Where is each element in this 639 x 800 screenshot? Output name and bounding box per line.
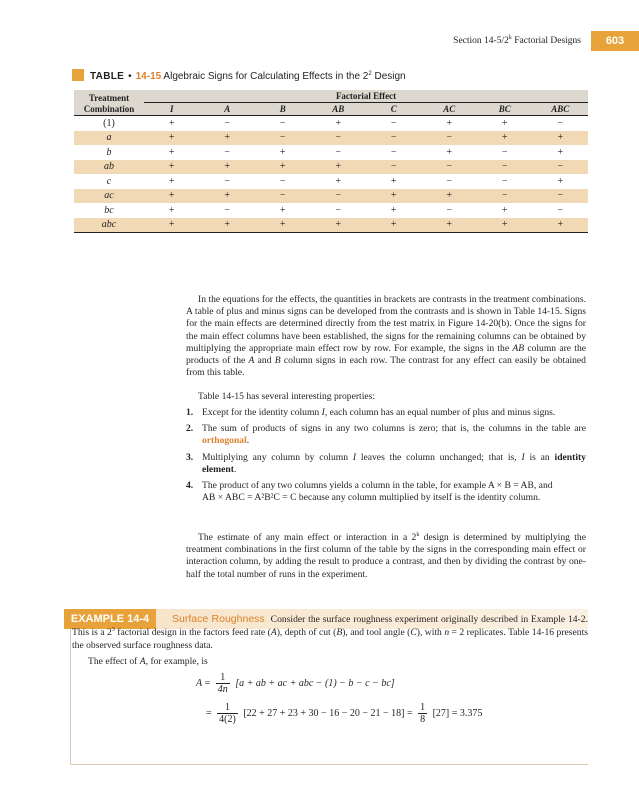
signs-table [74, 90, 588, 233]
sign-cell: − [224, 117, 231, 129]
column-header: AC [422, 103, 478, 116]
table-row [74, 218, 588, 233]
sign-cell: + [311, 160, 367, 175]
column-header: BC [477, 103, 533, 116]
table-row [74, 203, 588, 218]
treatment-combination-cell: abc [74, 218, 144, 233]
sign-cell: + [311, 218, 367, 233]
sign-cell: + [366, 218, 422, 233]
sign-cell: − [366, 160, 422, 175]
column-header: I [144, 103, 200, 116]
sign-cell: − [224, 146, 231, 158]
table-row [74, 174, 588, 189]
sign-cell: + [335, 117, 342, 129]
sign-cell: − [335, 146, 342, 158]
sign-cell: − [224, 175, 231, 187]
sign-cell: − [224, 204, 231, 216]
sign-cell: + [533, 131, 589, 146]
sign-cell: − [446, 204, 453, 216]
sign-cell: + [279, 146, 286, 158]
property-item: 3. Multiplying any column by column I leaves the column unchanged; that is, I is an identity element. [186, 451, 586, 475]
sign-cell: + [557, 175, 564, 187]
treatment-combination-cell: bc [104, 204, 114, 216]
sign-cell: + [477, 131, 533, 146]
orthogonal-keyword: orthogonal [202, 435, 247, 447]
treatment-combination-cell: a [74, 131, 144, 146]
sign-cell: + [168, 175, 175, 187]
equation-line-1: A = $\frac{1}{4n}$ [a + ab + ac + abc − (1) − b − c − bc] [196, 672, 395, 695]
sign-cell: − [390, 117, 397, 129]
sign-cell: − [477, 160, 533, 175]
sign-cell: − [533, 160, 589, 175]
sign-cell: − [311, 189, 367, 204]
sign-cell: + [279, 204, 286, 216]
comb-header-line2: Combination [74, 103, 144, 116]
treatment-combination-cell: ab [74, 160, 144, 175]
section-title: Section 14-5/2$^k$ Factorial Designs [453, 35, 581, 46]
equation-line-2: = $\frac{1}{4(2)}$ [22 + 27 + 23 + 30 − 16 − 20 − 21 − 18] = $\frac{1}{8}$ [27] = 3.375 [206, 702, 483, 725]
example-rule-bottom [70, 764, 588, 765]
sign-cell: + [255, 218, 311, 233]
sign-cell: − [422, 160, 478, 175]
table-row [74, 131, 588, 146]
sign-cell: − [477, 189, 533, 204]
properties-list [186, 407, 586, 508]
treatment-combination-cell: ac [74, 189, 144, 204]
table-caption: TABLE • 14-15 Algebraic Signs for Calculating Effects in the $2^2$ Design [72, 69, 406, 83]
sign-cell: + [501, 117, 508, 129]
sign-cell: + [200, 131, 256, 146]
column-header: C [366, 103, 422, 116]
sign-cell: − [279, 175, 286, 187]
table-marker-icon [72, 69, 84, 81]
sign-cell: + [144, 218, 200, 233]
table-row [74, 160, 588, 175]
sign-cell: + [390, 204, 397, 216]
sign-cell: − [335, 204, 342, 216]
sign-cell: + [335, 175, 342, 187]
example-tag: EXAMPLE 14-4 [64, 609, 156, 629]
sign-cell: + [200, 160, 256, 175]
sign-cell: + [446, 117, 453, 129]
property-item: 1. Except for the identity column I, each column has an equal number of plus and minus signs. [186, 407, 556, 418]
sign-cell: + [144, 160, 200, 175]
property-item: 4. The product of any two columns yields a column in the table, for example A × B = AB, and AB × ABC = A²B²C = C because any column multiplied by itself is the identity column. [186, 480, 553, 504]
sign-cell: + [390, 175, 397, 187]
column-header: ABC [533, 103, 589, 116]
sign-cell: − [501, 146, 508, 158]
sign-cell: − [390, 146, 397, 158]
sign-cell: + [366, 189, 422, 204]
factorial-effect-header: Factorial Effect [144, 90, 588, 103]
paragraph-contrasts: In the equations for the effects, the quantities in brackets are contrasts in the treatment combinations. A table of plus and minus signs can be developed from the contrasts and is shown in Table 14-15. Signs for the main effects are determined directly from the test matrix in Figure 14-20(b). Once the signs for the main effect columns have been established, the signs for the remaining columns can be obtained by multiplying the appropriate main effect row by row. For example, the signs in the AB column are the products of the A and B column signs in each row. The contrast for any effect can easily be obtained from this table. [186, 294, 587, 379]
treatment-combination-cell: (1) [103, 117, 115, 129]
table-row [74, 116, 588, 131]
sign-cell: − [255, 189, 311, 204]
sign-cell: − [501, 175, 508, 187]
sign-cell: + [200, 189, 256, 204]
table-title-text: Algebraic Signs for Calculating Effects in the 2 [163, 71, 369, 82]
property-item: 2. The sum of products of signs in any two columns is zero; that is, the columns in the table are orthogonal. [186, 423, 586, 447]
sign-cell: + [200, 218, 256, 233]
sign-cell: + [422, 189, 478, 204]
sign-cell: + [533, 218, 589, 233]
sign-cell: + [477, 218, 533, 233]
sign-cell: − [446, 175, 453, 187]
sign-cell: + [422, 218, 478, 233]
page-number: 603 [591, 31, 639, 51]
sign-cell: − [366, 131, 422, 146]
column-header: B [255, 103, 311, 116]
sign-cell: − [311, 131, 367, 146]
properties-intro: Table 14-15 has several interesting properties: [198, 391, 376, 402]
table-row [74, 189, 588, 204]
sign-cell: + [144, 189, 200, 204]
column-header: A [200, 103, 256, 116]
column-header: AB [311, 103, 367, 116]
sign-cell: + [144, 131, 200, 146]
paragraph-estimate: The estimate of any main effect or interaction in a 2$^k$ design is determined by multiplying the treatment combinations in the first column of the table by the signs in the corresponding main effect or interaction column, by adding the result to produce a contrast, and then by dividing the contrast by one-half the total number of runs in the experiment. [186, 532, 586, 580]
table-row [74, 145, 588, 160]
sign-cell: + [255, 160, 311, 175]
sign-cell: − [557, 204, 564, 216]
running-header [0, 33, 639, 49]
example-body: Surface Roughness Consider the surface roughness experiment originally described in Example 14-2. This is a $2^3$ factorial design in the factors feed rate (A), depth of cut (B), and tool angle (C), with n = 2 replicates. Table 14-16 presents the observed surface roughness data. [72, 613, 588, 651]
example-rule-left [70, 609, 71, 765]
sign-cell: + [501, 204, 508, 216]
sign-cell: − [557, 117, 564, 129]
example-title: Surface Roughness [172, 613, 265, 625]
sign-cell: + [557, 146, 564, 158]
sign-cell: + [168, 117, 175, 129]
sign-cell: − [422, 131, 478, 146]
sign-cell: − [533, 189, 589, 204]
comb-header-line1: Treatment [74, 90, 144, 103]
sign-cell: − [279, 117, 286, 129]
treatment-combination-cell: c [106, 175, 112, 187]
identity-element-keyword: identity element [202, 451, 586, 475]
sign-cell: − [255, 131, 311, 146]
effect-intro: The effect of A, for example, is [88, 656, 208, 667]
sign-cell: + [446, 146, 453, 158]
treatment-combination-cell: b [106, 146, 112, 158]
sign-cell: + [168, 146, 175, 158]
sign-cell: + [168, 204, 175, 216]
